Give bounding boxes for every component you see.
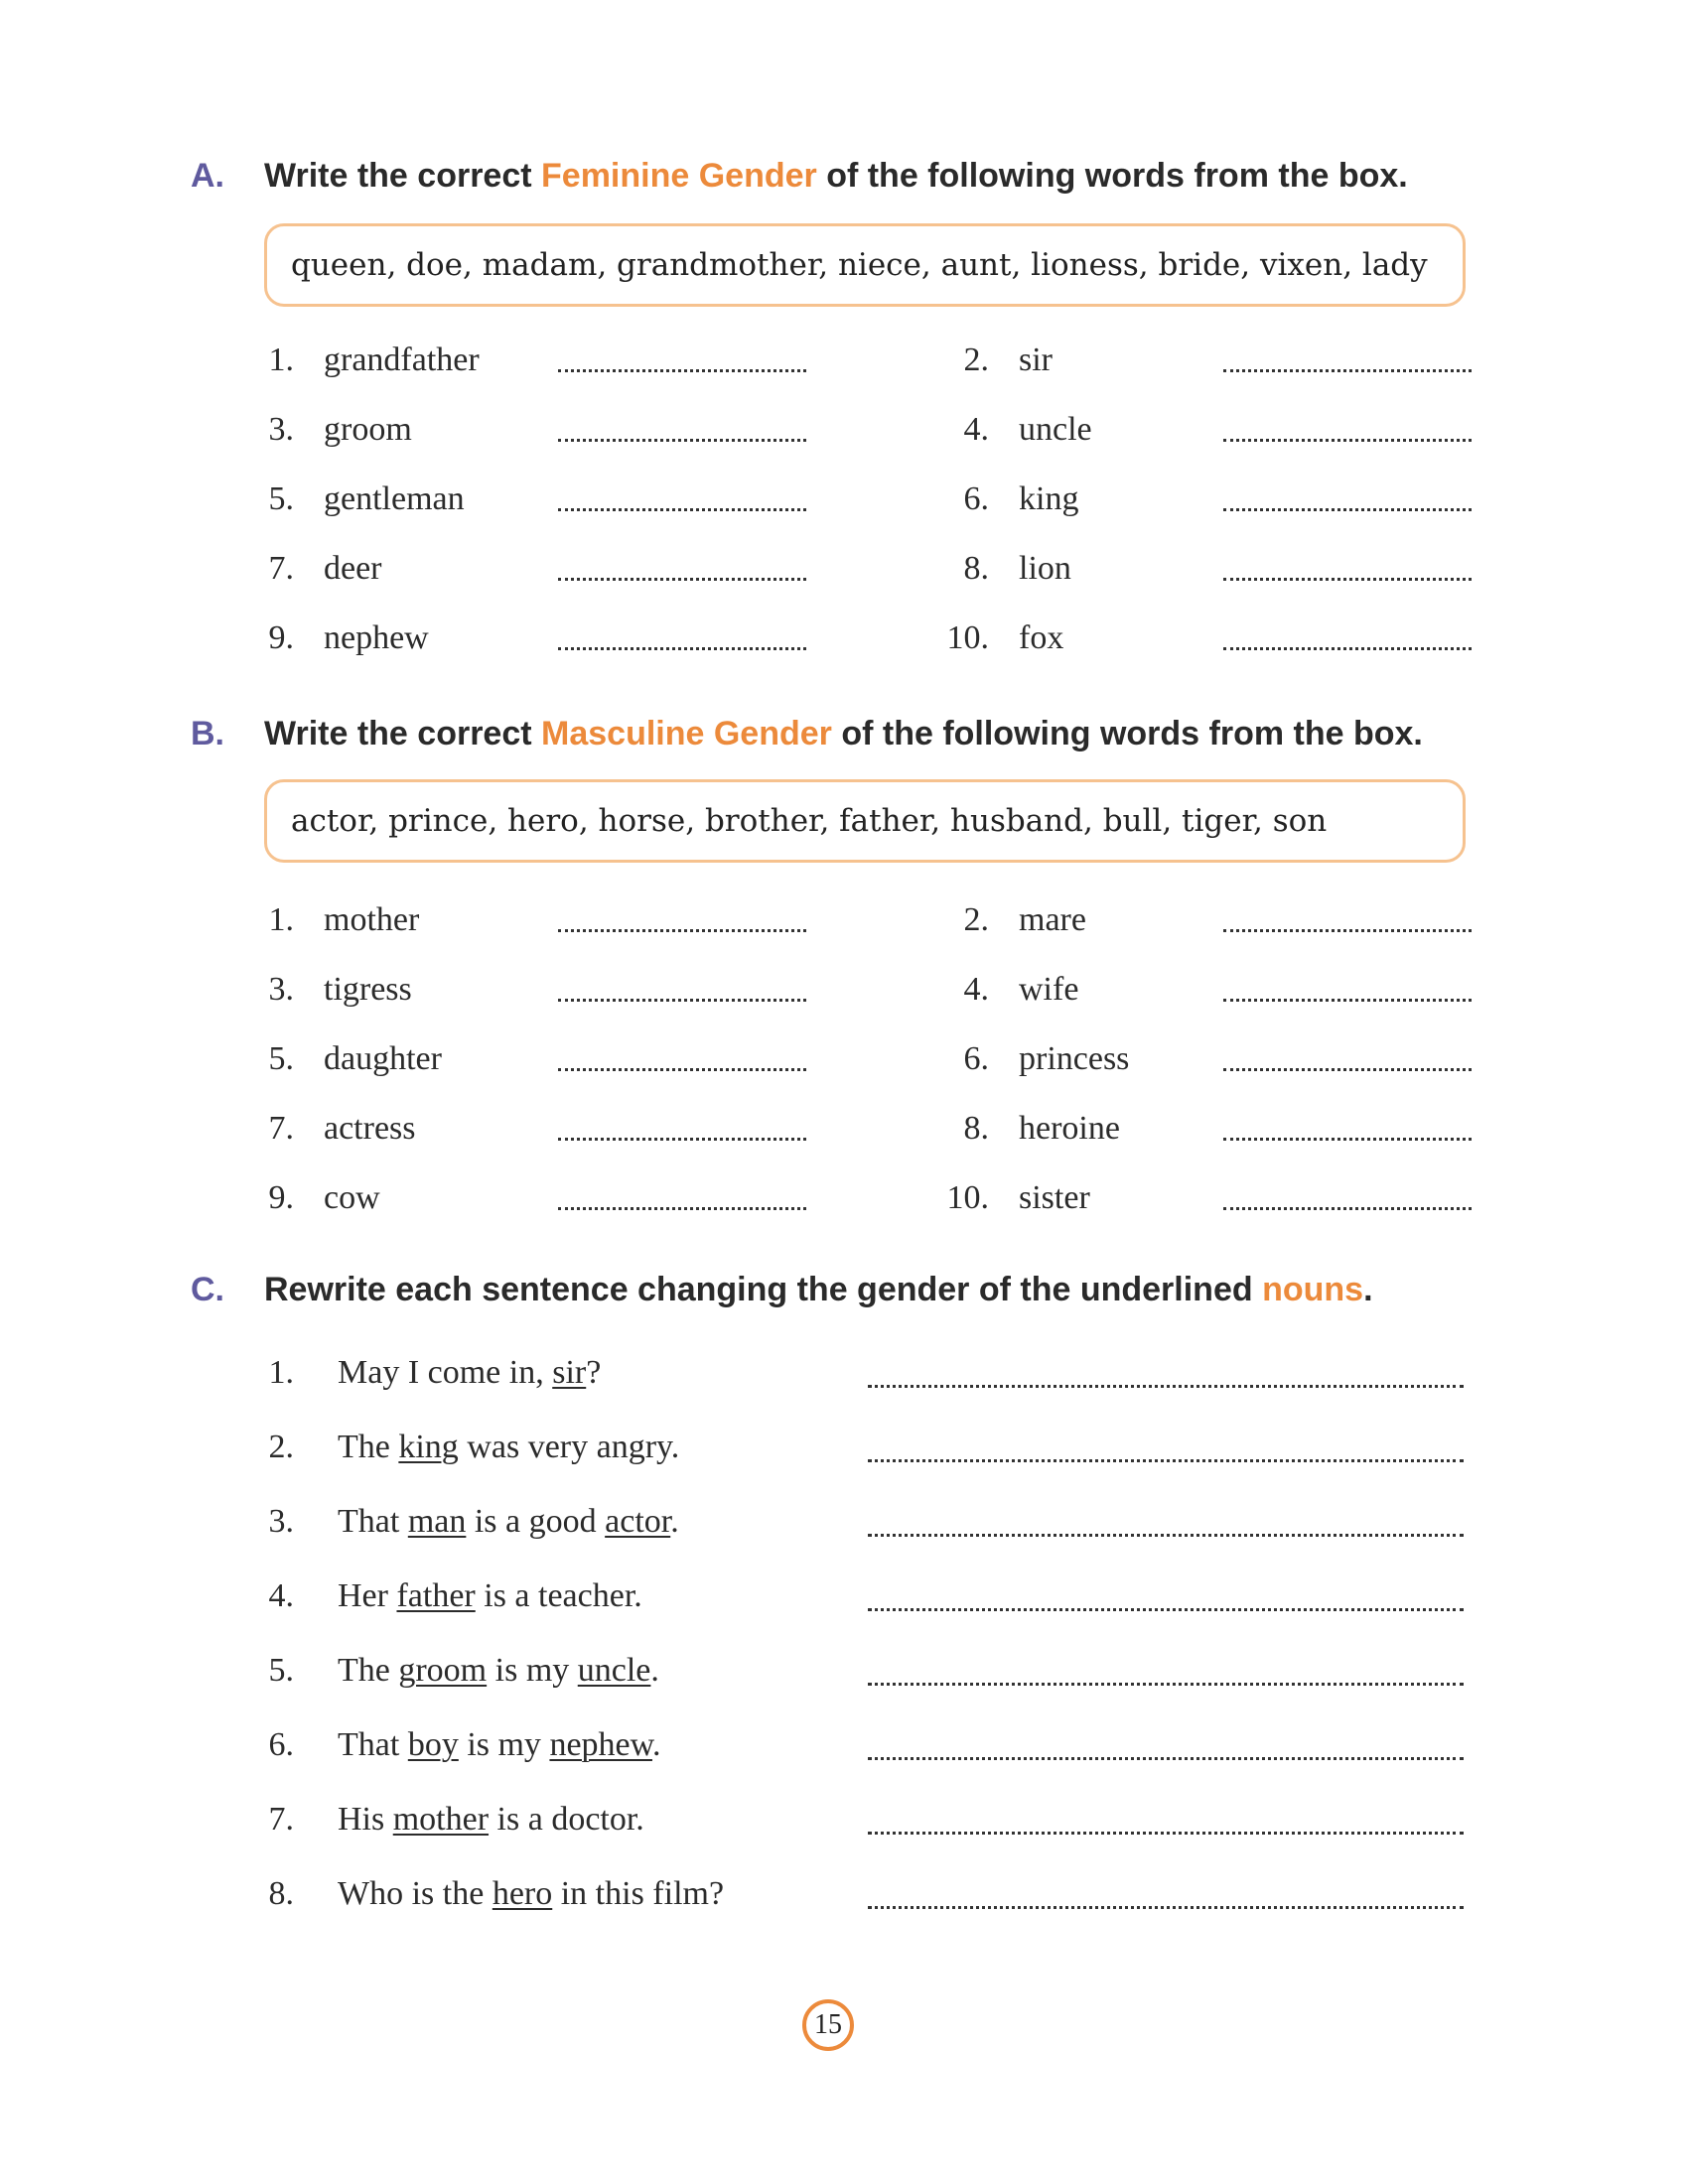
answer-blank[interactable] (868, 1385, 1464, 1388)
answer-blank[interactable] (868, 1459, 1464, 1462)
item-number: 7. (268, 550, 294, 587)
title-text: of the following words from the box. (831, 715, 1423, 752)
answer-blank[interactable] (868, 1683, 1464, 1686)
item-word: nephew (324, 619, 429, 656)
exercise-item (919, 405, 1476, 455)
exercise-item (919, 1173, 1476, 1223)
item-number: 4. (963, 971, 989, 1008)
underlined-noun: father (396, 1577, 476, 1614)
answer-blank[interactable] (558, 578, 806, 581)
answer-blank[interactable] (558, 647, 806, 650)
exercise-item (224, 1104, 780, 1154)
item-word: wife (1019, 971, 1079, 1008)
answer-blank[interactable] (1223, 999, 1472, 1002)
item-word: heroine (1019, 1110, 1120, 1147)
sentence-fragment: . (670, 1503, 679, 1540)
exercise-item (919, 1104, 1476, 1154)
underlined-noun: king (398, 1429, 459, 1465)
item-word: daughter (324, 1040, 442, 1077)
item-word: mare (1019, 901, 1086, 938)
sentence-item (0, 1866, 1688, 1922)
sentence-text (338, 1494, 679, 1550)
underlined-noun: mother (392, 1801, 490, 1838)
item-number: 9. (268, 1179, 294, 1216)
exercise-item (919, 544, 1476, 594)
item-number: 1. (268, 901, 294, 938)
exercise-item (919, 965, 1476, 1015)
item-word: cow (324, 1179, 380, 1216)
item-number: 8. (963, 1110, 989, 1147)
exercise-item (224, 965, 780, 1015)
exercise-item (224, 1034, 780, 1084)
underlined-noun: man (407, 1503, 467, 1540)
item-word: king (1019, 480, 1079, 517)
sentence-number: 5. (268, 1652, 294, 1689)
sentence-number: 3. (268, 1503, 294, 1540)
word-box-b: actor, prince, hero, horse, brother, father, husband, bull, tiger, son (264, 779, 1466, 863)
exercise-item (919, 895, 1476, 945)
sentence-fragment: is my (458, 1726, 550, 1763)
item-word: actress (324, 1110, 416, 1147)
section-b-heading (0, 705, 1688, 764)
sentence-text (338, 1569, 642, 1624)
answer-blank[interactable] (1223, 439, 1472, 442)
answer-blank[interactable] (1223, 578, 1472, 581)
answer-blank[interactable] (868, 1906, 1464, 1909)
sentence-fragment: is my (487, 1652, 578, 1689)
title-text: Write the correct (264, 157, 542, 195)
answer-blank[interactable] (558, 929, 806, 932)
item-number: 9. (268, 619, 294, 656)
exercise-item (224, 405, 780, 455)
item-word: sir (1019, 341, 1053, 378)
title-text: Write the correct (264, 715, 542, 752)
title-text: Rewrite each sentence changing the gender of the underlined (264, 1271, 1263, 1308)
item-number: 4. (963, 411, 989, 448)
title-text: . (1363, 1271, 1373, 1308)
underlined-noun: sir (552, 1354, 587, 1391)
answer-blank[interactable] (1223, 1068, 1472, 1071)
title-highlight: Feminine Gender (541, 157, 817, 195)
sentence-text (338, 1420, 679, 1475)
underlined-noun: nephew (549, 1726, 652, 1763)
underlined-noun: actor (605, 1503, 671, 1540)
answer-blank[interactable] (558, 439, 806, 442)
section-title (264, 157, 1408, 196)
exercise-item (919, 614, 1476, 663)
sentence-text (338, 1717, 660, 1773)
item-word: fox (1019, 619, 1064, 656)
section-letter: B. (191, 715, 224, 752)
sentence-item (0, 1792, 1688, 1847)
item-word: mother (324, 901, 420, 938)
sentence-fragment: Her (338, 1577, 397, 1614)
word-box-a: queen, doe, madam, grandmother, niece, aunt, lioness, bride, vixen, lady (264, 223, 1466, 307)
sentence-fragment: His (338, 1801, 393, 1838)
sentence-fragment: is a good (466, 1503, 606, 1540)
answer-blank[interactable] (558, 999, 806, 1002)
item-word: deer (324, 550, 382, 587)
sentence-number: 1. (268, 1354, 294, 1391)
sentence-fragment: That (338, 1503, 408, 1540)
item-number: 3. (268, 411, 294, 448)
answer-blank[interactable] (558, 1138, 806, 1141)
sentence-text (338, 1792, 644, 1847)
sentence-fragment: The (338, 1429, 399, 1465)
answer-blank[interactable] (868, 1608, 1464, 1611)
sentence-number: 4. (268, 1577, 294, 1614)
item-number: 6. (963, 480, 989, 517)
underlined-noun: hero (492, 1875, 553, 1912)
sentence-item (0, 1569, 1688, 1624)
section-a-heading (0, 147, 1688, 206)
sentence-number: 2. (268, 1429, 294, 1465)
answer-blank[interactable] (1223, 369, 1472, 372)
item-word: tigress (324, 971, 412, 1008)
exercise-item (224, 336, 780, 385)
exercise-item (224, 544, 780, 594)
sentence-item (0, 1345, 1688, 1401)
sentence-item (0, 1494, 1688, 1550)
sentence-fragment: is a doctor. (489, 1801, 644, 1838)
item-number: 2. (963, 901, 989, 938)
sentence-item (0, 1643, 1688, 1699)
item-number: 5. (268, 480, 294, 517)
item-word: groom (324, 411, 412, 448)
exercise-item (224, 1173, 780, 1223)
sentence-fragment: That (338, 1726, 408, 1763)
item-number: 10. (946, 1179, 989, 1216)
item-word: uncle (1019, 411, 1092, 448)
exercise-item (919, 475, 1476, 524)
exercise-item (919, 336, 1476, 385)
item-word: grandfather (324, 341, 480, 378)
sentence-text (338, 1866, 724, 1922)
underlined-noun: groom (398, 1652, 488, 1689)
sentence-item (0, 1717, 1688, 1773)
answer-blank[interactable] (868, 1832, 1464, 1835)
item-word: gentleman (324, 480, 465, 517)
item-number: 5. (268, 1040, 294, 1077)
section-letter: A. (191, 157, 224, 195)
item-number: 1. (268, 341, 294, 378)
sentence-text (338, 1345, 601, 1401)
sentence-number: 6. (268, 1726, 294, 1763)
exercise-item (224, 475, 780, 524)
sentence-item (0, 1420, 1688, 1475)
answer-blank[interactable] (558, 508, 806, 511)
exercise-item (919, 1034, 1476, 1084)
section-title (264, 1271, 1373, 1309)
sentence-number: 7. (268, 1801, 294, 1838)
sentence-fragment: May I come in, (338, 1354, 553, 1391)
answer-blank[interactable] (558, 1207, 806, 1210)
answer-blank[interactable] (1223, 1207, 1472, 1210)
title-highlight: nouns (1262, 1271, 1364, 1308)
sentence-fragment: . (650, 1652, 659, 1689)
sentence-fragment: Who is the (338, 1875, 492, 1912)
answer-blank[interactable] (558, 369, 806, 372)
item-number: 3. (268, 971, 294, 1008)
item-word: lion (1019, 550, 1071, 587)
item-number: 8. (963, 550, 989, 587)
answer-blank[interactable] (1223, 1138, 1472, 1141)
answer-blank[interactable] (558, 1068, 806, 1071)
exercise-item (224, 895, 780, 945)
item-number: 6. (963, 1040, 989, 1077)
sentence-fragment: is a teacher. (475, 1577, 642, 1614)
sentence-text (338, 1643, 659, 1699)
item-number: 7. (268, 1110, 294, 1147)
underlined-noun: uncle (577, 1652, 651, 1689)
sentence-fragment: ? (586, 1354, 602, 1391)
answer-blank[interactable] (868, 1757, 1464, 1760)
sentence-number: 8. (268, 1875, 294, 1912)
item-number: 10. (946, 619, 989, 656)
section-title (264, 715, 1423, 753)
sentence-fragment: in this film? (552, 1875, 725, 1912)
title-highlight: Masculine Gender (541, 715, 832, 752)
answer-blank[interactable] (1223, 647, 1472, 650)
exercise-item (224, 614, 780, 663)
sentence-fragment: . (651, 1726, 661, 1763)
answer-blank[interactable] (1223, 508, 1472, 511)
underlined-noun: boy (407, 1726, 459, 1763)
item-word: sister (1019, 1179, 1090, 1216)
section-c-heading (0, 1261, 1688, 1320)
section-letter: C. (191, 1271, 224, 1308)
item-number: 2. (963, 341, 989, 378)
answer-blank[interactable] (1223, 929, 1472, 932)
page-number: 15 (802, 1999, 854, 2051)
title-text: of the following words from the box. (816, 157, 1408, 195)
answer-blank[interactable] (868, 1534, 1464, 1537)
sentence-fragment: The (338, 1652, 399, 1689)
sentence-fragment: was very angry. (458, 1429, 680, 1465)
item-word: princess (1019, 1040, 1130, 1077)
